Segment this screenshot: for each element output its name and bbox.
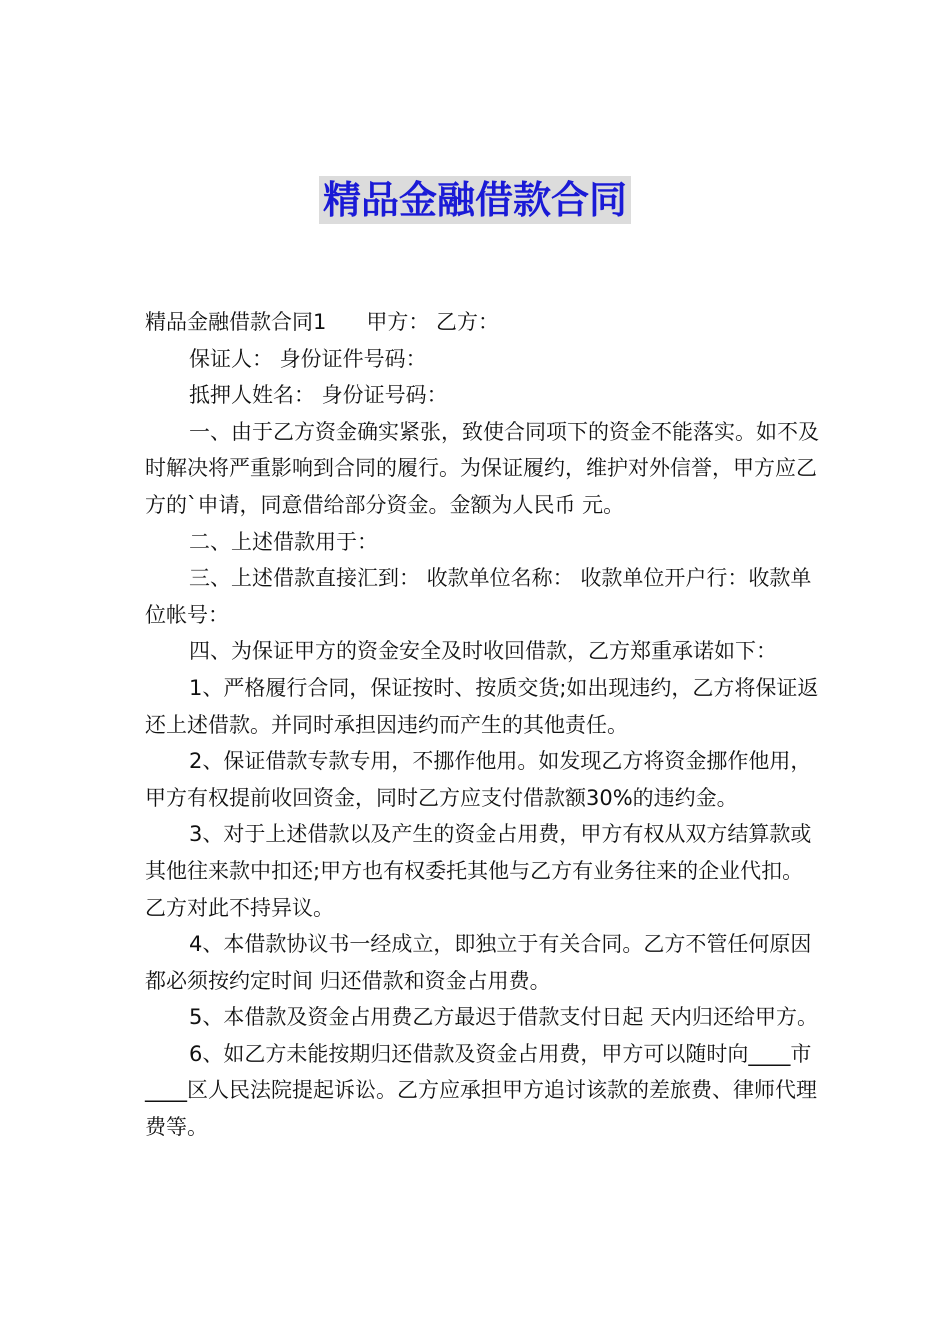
paragraph-clause-4: 四、为保证甲方的资金安全及时收回借款，乙方郑重承诺如下： <box>189 639 777 664</box>
paragraph-item-2: 2、保证借款专款专用，不挪作他用。如发现乙方将资金挪作他用，甲方有权提前收回资金，同时乙方应支付借款额30%的违约金。 <box>145 749 812 810</box>
contract-subtitle: 精品金融借款合同1 <box>145 310 327 334</box>
paragraph-clause-3: 三、上述借款直接汇到： 收款单位名称： 收款单位开户行：收款单位帐号： <box>145 566 812 627</box>
paragraph-mortgagor: 抵押人姓名： 身份证号码： <box>189 383 448 408</box>
paragraph-header-line <box>145 304 820 341</box>
paragraph-clause-2: 二、上述借款用于： <box>189 529 378 554</box>
paragraph-item-6: 6、如乙方未能按期归还借款及资金占用费，甲方可以随时向____市____区人民法院提起诉讼。乙方应承担甲方追讨该款的差旅费、律师代理费等。 <box>145 1041 817 1140</box>
title-container <box>0 176 950 224</box>
paragraph-item-1: 1、严格履行合同，保证按时、按质交货;如出现违约，乙方将保证返还上述借款。并同时承担因违约而产生的其他责任。 <box>145 675 819 737</box>
paragraph-item-4: 4、本借款协议书一经成立，即独立于有关合同。乙方不管任何原因都必须按约定时间 归还借款和资金占用费。 <box>145 932 812 993</box>
paragraph-guarantor: 保证人： 身份证件号码： <box>189 346 427 371</box>
paragraph-item-3: 3、对于上述借款以及产生的资金占用费，甲方有权从双方结算款或其他往来款中扣还;甲方也有权委托其他与乙方有业务往来的企业代扣。乙方对此不持异议。 <box>145 822 812 920</box>
paragraph-item-5: 5、本借款及资金占用费乙方最迟于借款支付日起 天内归还给甲方。 <box>189 1005 819 1030</box>
document-title: 精品金融借款合同 <box>319 176 631 224</box>
paragraph-clause-1: 一、由于乙方资金确实紧张，致使合同项下的资金不能落实。如不及时解决将严重影响到合同的履行。为保证履约，维护对外信誉，甲方应乙方的`申请，同意借给部分资金。金额为人民币 元。 <box>145 419 819 517</box>
document-body <box>145 304 820 1146</box>
party-labels: 甲方： 乙方： <box>366 310 500 334</box>
